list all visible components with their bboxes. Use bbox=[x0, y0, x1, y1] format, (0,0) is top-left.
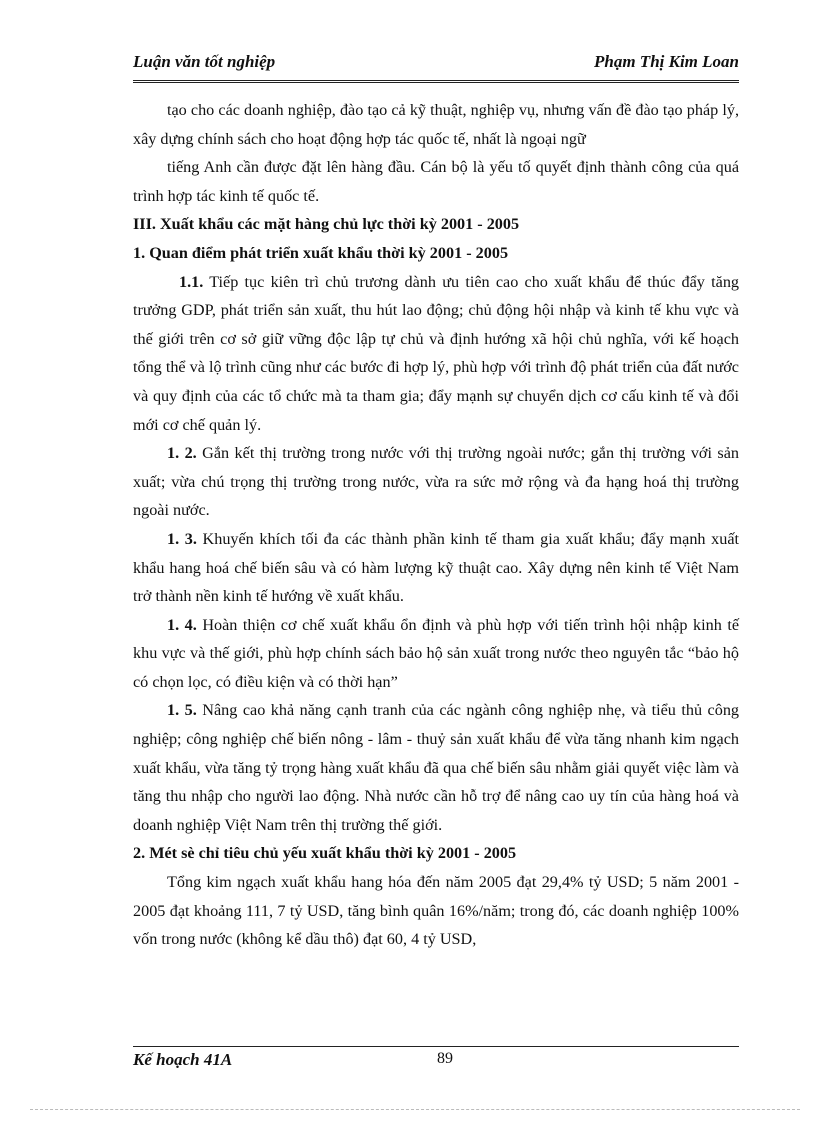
list-item-text: Nâng cao khả năng cạnh tranh của các ngành công nghiệp nhẹ, và tiểu thủ công nghiệp; công nghiệp chế biến nông - lâm - thuỷ sản xuất khẩu để vừa tăng nhanh kim ngạch xuất khẩu, vừa tăng tỷ trọng hàng xuất khẩu đã qua chế biến sâu nhằm giải quyết việc làm và tăng thu nhập cho người lao động. Nhà nước cần hỗ trợ để nâng cao uy tín của hàng hoá và doanh nghiệp Việt Nam trên thị trường thế giới. bbox=[133, 701, 740, 834]
section-heading-iii: III. Xuất khẩu các mặt hàng chủ lực thời kỳ 2001 - 2005 bbox=[133, 215, 520, 234]
list-item bbox=[133, 268, 739, 440]
footer-class-name: Kế hoạch 41A bbox=[133, 1050, 233, 1069]
subsection-heading-1: 1. Quan điểm phát triển xuất khẩu thời kỳ 2001 - 2005 bbox=[133, 243, 509, 262]
paragraph-export-figures: Tổng kim ngạch xuất khẩu hang hóa đến năm 2005 đạt 29,4% tỷ USD; 5 năm 2001 - 2005 đạt khoảng 111, 7 tỷ USD, tăng bình quân 16%/năm; trong đó, các doanh nghiệp 100% vốn trong nước (không kể dầu thô) đạt 60, 4 tỷ USD, bbox=[133, 873, 739, 949]
list-item bbox=[133, 525, 739, 611]
page-break-divider bbox=[30, 1109, 800, 1110]
list-item-label: 1. 4. bbox=[167, 615, 197, 634]
header-author-name: Phạm Thị Kim Loan bbox=[594, 52, 739, 71]
subsection-heading-2: 2. Mét sè chỉ tiêu chủ yếu xuất khẩu thời kỳ 2001 - 2005 bbox=[133, 844, 517, 863]
list-item-label: 1. 5. bbox=[167, 701, 197, 720]
list-item bbox=[133, 696, 739, 839]
list-item-text: Gắn kết thị trường trong nước với thị trường ngoài nước; gắn thị trường với sản xuất; vừa chú trọng thị trường trong nước, vừa ra sức mở rộng và đa hạng hoá thị trường ngoài nước. bbox=[133, 444, 739, 520]
paragraph-english: tiếng Anh cần được đặt lên hàng đầu. Cán bộ là yếu tố quyết định thành công của quá trình hợp tác kinh tế quốc tế. bbox=[133, 158, 739, 205]
list-item-text: Khuyến khích tối đa các thành phần kinh tế tham gia xuất khẩu; đẩy mạnh xuất khẩu hang hoá chế biến sâu và có hàm lượng kỹ thuật cao. Xây dựng nên kinh tế Việt Nam trở thành nền kinh tế hướng về xuất khẩu. bbox=[133, 529, 740, 606]
header-thesis-title: Luận văn tốt nghiệp bbox=[133, 52, 276, 71]
list-item-label: 1.1. bbox=[179, 272, 204, 291]
document-body bbox=[133, 96, 739, 954]
list-item-label: 1. 2. bbox=[167, 444, 197, 463]
list-item-label: 1. 3. bbox=[167, 529, 197, 548]
list-item-text: Hoàn thiện cơ chế xuất khẩu ổn định và phù hợp với tiến trình hội nhập kinh tế khu vực và thế giới, phù hợp chính sách bảo hộ sản xuất trong nước theo nguyên tắc “bảo hộ có chọn lọc, có điều kiện và có thời hạn” bbox=[133, 615, 740, 691]
page-header bbox=[133, 50, 739, 83]
list-item-text: Tiếp tục kiên trì chủ trương dành ưu tiên cao cho xuất khẩu để thúc đẩy tăng trưởng GDP, phát triển sản xuất, thu hút lao động; chủ động hội nhập và kinh tế khu vực và thế giới trên cơ sở giữ vững độc lập tự chủ và định hướng xã hội chủ nghĩa, với kế hoạch tổng thể và lộ trình cũng như các bước đi hợp lý, phù hợp với trình độ phát triển của đất nước và quy định của các tổ chức mà ta tham gia; đẩy mạnh sự chuyển dịch cơ cấu kinh tế và đổi mới cơ chế quản lý. bbox=[133, 272, 740, 434]
paragraph-continuation: tạo cho các doanh nghiệp, đào tạo cả kỹ thuật, nghiệp vụ, nhưng vấn đề đào tạo pháp lý, xây dựng chính sách cho hoạt động hợp tác quốc tế, nhất là ngoại ngữ bbox=[133, 101, 739, 148]
page-footer bbox=[133, 1046, 739, 1075]
list-item bbox=[133, 611, 739, 697]
page-number: 89 bbox=[437, 1050, 453, 1067]
list-item bbox=[133, 439, 739, 525]
